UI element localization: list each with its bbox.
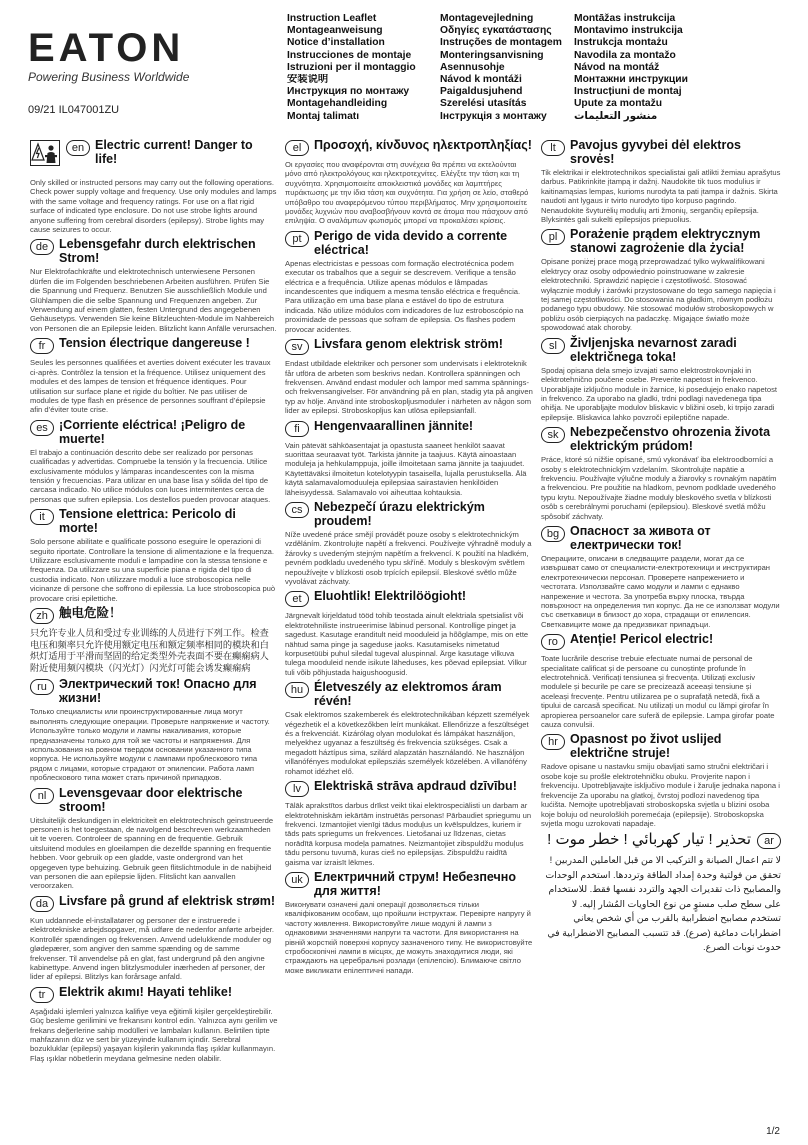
title-item: Asennusohje xyxy=(440,61,505,73)
section-body: Aşağıdaki işlemleri yalnızca kalifiye veya eğitimli kişiler gerçekleştirebilir. Güç besleme gerilimini ve frekansını kontrol edin. Yalnızca aynı gerilim ve frekans değerlerine sahip modülleri ve lambaları kullanın. Belirtilen tipte mahfazanın düz ve sert bir yüzeyinde kullanım içindir. Serebral bozukluklar (epilepsi) yaşayan kişilerin yakınında flaş ışıklar kullanmayın. Flaş ışıklar nöbetlerin meydana gelmesine neden olabilir. xyxy=(30,1006,278,1063)
title-item: Instruções de montagem xyxy=(440,37,562,49)
language-section-hu xyxy=(285,680,533,776)
section-heading: Livsfara genom elektrisk ström! xyxy=(314,337,503,352)
section-header xyxy=(285,500,533,528)
section-body: Csak elektromos szakemberek és elektrotechnikában képzett személyek végezhetik el a következőkben leírt munkákat. Ellenőrizze a feszültséget és a frekvenciát. Kizárólag olyan modulokat és lámpákat használjon, melyekhez ugyanaz a feszültség és frekvencia szükséges. Csak a megadott háztípus sima, szilárd alapzatán használandó. Ne használjon villanófényes modulokat epilepsziás személyek közelében. A villanófény rohamot idézhet elő. xyxy=(285,710,530,776)
title-item: 安装说明 xyxy=(287,74,329,86)
title-item: Инструкция по монтажу xyxy=(287,86,410,98)
language-code-badge: fr xyxy=(30,338,54,354)
title-item: Upute za montažu xyxy=(574,98,663,110)
section-header xyxy=(285,138,533,158)
section-header xyxy=(30,138,278,176)
section-header xyxy=(285,229,533,257)
document-number: 09/21 IL047001ZU xyxy=(28,104,120,116)
section-heading: Nebezpečí úrazu elektrickým proudem! xyxy=(314,499,485,528)
title-item: Instrucțiuni de montaj xyxy=(574,86,682,98)
language-code-badge: cs xyxy=(285,502,309,518)
section-heading: Életveszély az elektromos áram révén! xyxy=(314,680,502,709)
language-section-sk xyxy=(541,425,781,521)
language-code-badge: et xyxy=(285,591,309,607)
title-item: Montagevejledning xyxy=(440,13,534,24)
section-header xyxy=(30,894,278,914)
language-section-tr xyxy=(30,985,278,1063)
brand-name: EATON xyxy=(28,26,185,70)
section-body: Järgnevalt kirjeldatud tööd tohib teostada ainult elektriala spetsialist või elektrotehniliste instrueerimise läbinud personal. Kontrollige pinget ja sagedust. Kasutage eranditult neid mooduleid ja hõõglampe, mis on ette nähtud sama pinge ja sageduse jaoks. Kasutamiseks nimetatud korpusetüübi puhul siledal tugeval aluspinnal. Ärge kasutage vilkuva tulega mooduleid nende isikute läheduses, kes põevad epilepsiat. Vilkur tuli võib põhjustada haigushoogusid. xyxy=(285,611,529,677)
title-list-1 xyxy=(287,13,437,123)
section-heading: Lebensgefahr durch elektrischen Strom! xyxy=(59,237,256,266)
language-section-cs xyxy=(285,500,533,586)
language-code-badge: zh xyxy=(30,608,54,624)
language-code-badge: pl xyxy=(541,229,565,245)
section-body: Виконувати означені далі операції дозволяється тільки кваліфікованим особам, що пройшли інструктаж. Перевірте напругу й частоту живлення. Використовуйте лише модулі й лампи з однаковими значеннями напруги та частоти. Для використання на рівній жорсткій поверхні корпусу зазначеного типу. Не використовуйте стробоскопічні лампи в місцях, де можуть знаходитися люди, які страждають на церебральні розлади (епілепсію). Блимаюче світло може викликати епілептичні напади. xyxy=(285,899,533,975)
language-section-ru xyxy=(30,677,278,782)
section-header xyxy=(30,507,278,535)
language-code-badge: lv xyxy=(285,781,309,797)
title-item: Montagehandleiding xyxy=(287,98,388,110)
language-code-badge: ru xyxy=(30,679,54,695)
section-body: Kun uddannede el-installatører og personer der e instruerede i elektrotekniske arbejdsopgaver, må udføre de nedenfor anførte arbejder. Kontrollér spændingen og frekvensen. Anvend udelukkende moduler og glødepærer, som angiver den samme spænding og de samme frekvenser. Til anvendelse på en glat, fast undergrund på den angivne kabinettype. Anvend ingen blitzlysmoduler inærheden af personer, der lider af epilepsi. Blitzlys kan forårsage anfald. xyxy=(30,915,274,982)
eaton-logo xyxy=(28,28,268,84)
language-section-ar xyxy=(541,831,781,955)
section-heading: Pavojus gyvybei dėl elektros srovės! xyxy=(570,138,741,166)
section-header xyxy=(541,425,781,453)
section-header xyxy=(541,831,781,851)
language-code-badge: sl xyxy=(541,338,565,354)
title-item: Szerelési utasítás xyxy=(440,98,527,110)
language-section-it xyxy=(30,507,278,603)
section-header xyxy=(285,419,533,439)
language-code-badge: da xyxy=(30,896,54,912)
language-code-badge: es xyxy=(30,420,54,436)
section-heading: Електричний струм! Небезпечно для життя! xyxy=(314,869,516,898)
section-heading: Tensione elettrica: Pericolo di morte! xyxy=(59,507,236,536)
section-heading: Προσοχή, κίνδυνος ηλεκτροπληξίας! xyxy=(314,138,532,152)
language-section-da xyxy=(30,894,278,982)
section-heading: Elektriskā strāva apdraud dzīvību! xyxy=(314,779,517,794)
language-section-el xyxy=(285,138,533,226)
language-code-badge: ar xyxy=(757,833,781,849)
section-body: Vain pätevät sähköasentajat ja opastusta saaneet henkilöt saavat suorittaa seuraavat työt. Tarkista jännite ja taajuus. Käytä ainoastaan moduleja ja hehkulamppuja, joille ilmoitetaan sama jännite ja taajuudet. Käytettäväksi ilmoitetun kotelotyypin tasaisella, lujalla perustuksella. Älä käytä salamavalomoduuleja epilepsiaa sairastavien henkilöiden läheisyydessä. Salamavalo voi aiheuttaa kohtauksia. xyxy=(285,440,527,497)
language-code-badge: el xyxy=(285,140,309,156)
section-body: Práce, ktoré sú nižšie opísané, smú vykonávať iba elektroodborníci a osoby s elektrotechnickým vzdelaním. Skontrolujte napätie a frekvenciu. Používajte výlučne moduly a žiarovky s rovnakým napätím a frekvenciou. Pre použitie na hladkom, pevnom podklade uvedeného typu krytu. Nepoužívajte žiadne moduly bleskového svetla v blízkosti osôb s cerebrálnymi poruchami (epilepsiou). Bleskové svetlá môžu spôsobiť záchvaty. xyxy=(541,455,777,521)
section-heading: Porażenie prądem elektrycznym stanowi zagrożenie dla życia! xyxy=(570,227,761,256)
language-code-badge: it xyxy=(30,509,54,525)
section-heading: Elektrik akımı! Hayati tehlike! xyxy=(59,984,232,999)
language-code-badge: lt xyxy=(541,140,565,156)
section-heading: تحذير ! تيار كهربائي ! خطر موت ! xyxy=(547,831,751,849)
section-body: Endast utbildade elektriker och personer som undervisats i elektroteknik får utföra de arbeten som beskrivs nedan. Kontrollera spänningen och frekvensen. Använd endast moduler och lampor med samma spännings- och frekvensangivelser. För användning på en plan, stadig yta på angiven typ av hölje. Använd inte stroboskopljusmoduler i närheten av någon som lider av epilepsi. Stroboskopljus kan utlösa epilepsianfall. xyxy=(285,359,533,416)
title-item: منشور التعليمات xyxy=(574,110,658,122)
title-item: Οδηγίες εγκατάστασης xyxy=(440,25,552,37)
title-item: Instrukcja montażu xyxy=(574,37,668,49)
section-body: Toate lucrările descrise trebuie efectuate numai de personal de specialitate calificat și de persoane cu cunoștințe profunde în electrotehnică. Verificați tensiunea și frecvența. Utilizați exclusiv modulele și becurile pe care se precizează aceeași tensiune și aceleași frecvențe. Pentru utilizarea pe o suprafață netedă, fixă a tipului de carcasă specificat. Nu utilizați un modul cu lămpi girofar în apropierea persoanelor care suferă de epilepsie. Lampa girofar poate cauza convulsii. xyxy=(541,654,775,730)
language-section-hr xyxy=(541,732,781,828)
column-right xyxy=(541,138,781,1128)
language-section-sv xyxy=(285,337,533,415)
section-heading: Hengenvaarallinen jännite! xyxy=(314,418,474,433)
title-item: Monteringsanvisning xyxy=(440,49,544,61)
title-item: Notice d’installation xyxy=(287,37,385,49)
section-header xyxy=(541,732,781,760)
section-header xyxy=(285,337,533,357)
section-header xyxy=(541,138,781,166)
title-item: Montaj talimatı xyxy=(287,110,360,122)
section-header xyxy=(30,237,278,265)
electrical-hazard-warning-icon xyxy=(30,140,60,166)
title-item: Instruction Leaflet xyxy=(287,13,377,24)
language-code-badge: tr xyxy=(30,987,54,1003)
title-item: Монтажни инструкции xyxy=(574,74,688,86)
language-code-badge: fi xyxy=(285,421,309,437)
language-section-fr xyxy=(30,336,278,414)
title-item: Návod na montáž xyxy=(574,61,660,73)
section-heading: Electric current! Danger to life! xyxy=(95,138,253,166)
language-code-badge: hr xyxy=(541,734,565,750)
section-body: El trabajo a continuación descrito debe ser realizado por personas cualificadas y advertidas. Compruebe la tensión y la frecuencia. Utilice exclusivamente módulos y lámparas incandescentes con la misma tensión y frecuencias. Para utilizar en una base lisa y sólida del tipo de carcasa indicado. No utilice módulos con luces intermitentes cerca de personas que sufren epilepsia. Los destellos pueden provocar ataques. xyxy=(30,447,271,504)
section-header xyxy=(285,680,533,708)
section-heading: Nebezpečenstvo ohrozenia života elektrickým prúdom! xyxy=(570,425,771,454)
language-code-badge: sv xyxy=(285,339,309,355)
section-header xyxy=(541,632,781,652)
language-section-et xyxy=(285,589,533,677)
section-body: Οι εργασίες που αναφέρονται στη συνέχεια θα πρέπει να εκτελούνται μόνο από ηλεκτρολόγους και ηλεκτροτεχνίτες. Ελέγξτε την τάση και τη συχνότητα. Χρησιμοποιείτε αποκλειστικά μονάδες και λαμπτήρες πυράκτωσης με την ίδια τάση και συχνότητα. Για χρήση σε λείο, σταθερό υπόβαθρο του αναφερόμενου τύπου περιβλήματος. Μην χρησιμοποιείτε μονάδες λυχνιών που αναβοσβήνουν κοντά σε άτομα που πάσχουν από επιληψία. Ο αναλάμπων φωτισμός μπορεί να προκαλέσει κρίσεις. xyxy=(285,160,529,226)
language-section-fi xyxy=(285,419,533,497)
language-section-pt xyxy=(285,229,533,334)
language-section-bg xyxy=(541,524,781,629)
section-heading: Опасност за живота от електрически ток! xyxy=(570,523,711,552)
language-code-badge: bg xyxy=(541,526,565,542)
section-header xyxy=(30,606,278,626)
language-code-badge: de xyxy=(30,239,54,255)
language-code-badge: ro xyxy=(541,634,565,650)
title-item: Paigaldusjuhend xyxy=(440,86,523,98)
title-item: Montageanweisung xyxy=(287,25,383,37)
section-body: Tālāk aprakstītos darbus drīkst veikt tikai elektrospeciālisti un darbam ar elektrotehniskām iekārtām instruētās personas! Pārbaudiet spriegumu un frekvenci. Izmantojiet vienīgi tādus moduļus un kvēlspuldzes, kuriem ir tāds pats spriegums un frekvences. Lietošanai uz līdzenas, cietas norādītā korpusa modeļa pamatnes. Neizmantojiet zibspuldžu moduļus tādu personu tuvumā, kuras cieš no epilepsijas. Zibspuldžu raidītā gaisma var izraisīt lēkmes. xyxy=(285,801,532,867)
title-list-2 xyxy=(440,13,570,123)
language-section-es xyxy=(30,418,278,504)
section-body: لا تتم اعمال الصيانة و التركيب الا من قبل العاملين المدربين ! تحقق من فولتية وحدة إمداد الطاقة وترددها. استخدم الوحدات والمصابيح ذات تقديرات الجهد والتردد نفسها فقط. للاستخدام على سطح صلب مستوٍ من نوع الحاويات المُشار إليه. لا تستخدم مصابيح اضطرابية بالقرب من أي شخص يعاني اضطرابات دماغية (صرع). قد تتسبب المصابيح الاضطرابية في حدوث نوبات الصرع. xyxy=(545,854,781,953)
title-item: Інструкція з монтажу xyxy=(440,110,547,122)
title-item: Montāžas instrukcija xyxy=(574,13,676,24)
section-heading: Življenjska nevarnost zaradi električnega toka! xyxy=(570,335,737,364)
section-header xyxy=(285,779,533,799)
section-heading: Eluohtlik! Elektrilöögioht! xyxy=(314,589,467,604)
section-body: Radove opisane u nastavku smiju obavljati samo stručni električari i osobe koje su prošle elektrotehničku obuku. Provjerite napon i frekvenciju. Upotrebljavajte isključivo module i žarulje jednaka napona i frekvencije Za uporabu na glatkoj, čvrstoj podlozi navedenog tipa kućišta. Nemojte upotrebljavati stroboskopska svjetla u blizini osoba koje boluju od neuroloških poremećaja (epilepsije). Stroboskopska svjetla mogu uzrokovati napadaje. xyxy=(541,762,780,828)
title-item: Istruzioni per il montaggio xyxy=(287,61,416,73)
language-section-lv xyxy=(285,779,533,867)
section-heading: ¡Corriente eléctrica! ¡Peligro de muerte! xyxy=(59,417,246,446)
language-section-de xyxy=(30,237,278,333)
section-heading: Livsfare på grund af elektrisk strøm! xyxy=(59,893,276,908)
section-body: Níže uvedené práce smějí provádět pouze osoby s elektrotechnickým vzděláním. Zkontrolujte napětí a frekvenci. Používejte výhradně moduly a žárovky s uvedeným stejným napětím a frekvencí. K použití na hladkém, pevném podkladu uvedeného typu skříně. Moduly s bleskovým světlem nepoužívejte v blízkosti osob trpících epilepsií. Bleskové světlo může vyvolávat záchvaty. xyxy=(285,529,532,586)
section-body: 只允许专业人员和受过专业训练的人员进行下列工作。检查电压和频率只允许使用额定电压和额定频率相同的模块和白炽灯适用于平滑而坚固的给定类型外壳表面不要在癫痫病人附近使用频闪模块（闪光灯）闪光灯可能会诱发癫痫病 xyxy=(30,628,269,673)
language-code-badge: en xyxy=(66,140,90,156)
section-body: Операциите, описани в следващите раздели, могат да се извършват само от специалисти-електротехници и инструктиран електротехнически персонал. Проверете напрежението и честотата. Използвайте само модули и лампи с еднакво напрежение и честота. За употреба върху плоска, твърда повърхност на определения тип корпус. Да не се използват модули със светкавици в близост до хора, страдащи от епилепсия. Светкавиците може да предизвикат припадъци. xyxy=(541,553,780,629)
section-header xyxy=(285,870,533,898)
section-heading: Atenție! Pericol electric! xyxy=(570,632,714,647)
title-list-3 xyxy=(574,13,794,123)
column-left xyxy=(30,138,278,1128)
language-code-badge: pt xyxy=(285,231,309,247)
section-body: Spodaj opisana dela smejo izvajati samo elektrostrokovnjaki in elektrotehnično poučene osebe. Preverite napetost in frekvenco. Uporabljajte izključno module in žarnice, ki posedujejo enako napetost in frekvenco. Za uporabo na gladki, trdni podlagi navedenega tipa ohišja. Ne uporabljajte modulov bliskavic v bližini oseb, ki trpijo zaradi epilepsije. Bliskavica lahko povzroči epileptične napade. xyxy=(541,365,777,422)
column-middle xyxy=(285,138,533,1128)
section-header xyxy=(30,677,278,705)
section-body: Только специалисты или проинструктированные лица могут выполнять следующие операции. Проверьте напряжение и частоту. Используйте только модули и лампы накаливания, которые предназначены только для той же частоты и напряжения. Для использования на ровном твердом основании указанного типа корпуса. Не используйте модули с лампами проблескового типа рядом с лицами, которые страдают от эпилепсии. Работа ламп проблескового типа может стать причиной припадков. xyxy=(30,707,270,783)
section-heading: Tension électrique dangereuse ! xyxy=(59,336,250,351)
title-item: Navodila za montažo xyxy=(574,49,676,61)
title-item: Návod k montáži xyxy=(440,74,522,86)
language-section-ro xyxy=(541,632,781,729)
language-section-uk xyxy=(285,870,533,975)
section-body: Apenas electricistas e pessoas com formação electrotécnica podem executar os trabalhos que a seguir se descrevem. Verifique a tensão eléctrica e a frequência. Utilize apenas módulos e lâmpadas incandescentes que indiquem a mesma tensão eléctrica e frequência. Para utilização em uma base plana e estável do tipo de estrutura indicada. Não utilize módulos com indicadores de luz estroboscópio na proximidade de pessoas que sofram de epilepsia. Os flashes podem provocar acidentes. xyxy=(285,258,524,334)
section-header xyxy=(285,589,533,609)
language-section-en xyxy=(30,138,278,234)
section-body: Solo persone abilitate e qualificate possono eseguire le operazioni di seguito riportate. Controllare la tensione di alimentazione e la frequenza. Utilizzare esclusivamente moduli e lampadine con la stessa tensione e frequenza. Da utilizzare su una superficie piana e rigida del tipo di custodia indicato. Non utilizzare moduli a luce stroboscopica nelle vicinanze di persone che soffrono di epilessia. La luce stroboscopica può provocare crisi epilettiche. xyxy=(30,537,276,603)
section-heading: Электрический ток! Опасно для жизни! xyxy=(59,677,257,706)
language-section-sl xyxy=(541,336,781,422)
section-header xyxy=(30,985,278,1005)
section-header xyxy=(30,786,278,814)
language-section-lt xyxy=(541,138,781,224)
section-body: Seules les personnes qualifiées et averties doivent exécuter les travaux ci-après. Contrôlez la tension et la fréquence. Utilisez uniquement des modules et des lampes de tension et fréquence identiques. Pour utilisation sur surface plane et rigide du boîtier. Ne pas utiliser de modules de type flash en présence de personnes souffrant d’épilepsie afin d’éviter toute crise. xyxy=(30,358,271,415)
section-heading: 触电危险！ xyxy=(59,606,122,620)
section-header xyxy=(541,227,781,255)
language-section-nl xyxy=(30,786,278,891)
brand-tagline: Powering Business Worldwide xyxy=(28,70,190,84)
section-header xyxy=(30,418,278,446)
page-number: 1/2 xyxy=(766,1126,780,1137)
language-code-badge: sk xyxy=(541,427,565,443)
language-code-badge: nl xyxy=(30,788,54,804)
section-body: Nur Elektrofachkräfte und elektrotechnisch unterwiesene Personen dürfen die im Folgenden beschriebenen Arbeiten ausführen. Prüfen Sie die Spannung und Frequenz. Benutzen Sie ausschließlich Module und Glühlampen die die selbe Spannung und Frequenzen angeben. Zur Verwendung auf einem glatten, festen Untergrund des angegebenen Gehäusetyps. Verwenden Sie keine Blitzleuchten-Module im Nahbereich von Personen die an Epilepsie leiden. Blitzlicht kann Anfälle verursachen. xyxy=(30,267,277,333)
section-heading: Opasnost po život uslijed električne struje! xyxy=(570,732,722,761)
title-item: Instrucciones de montaje xyxy=(287,49,412,61)
language-code-badge: hu xyxy=(285,682,309,698)
title-item: Montavimo instrukcija xyxy=(574,25,683,37)
section-body: Uitsluitelijk deskundigen in elektriciteit en elektrotechnisch geinstrueerde personen is het toegestaan, de navolgend beschreven werkzaamheden uit te voeren. Controleer de spanning en de frequentie. Gebruik uitsluitend modules en gloeilampen die dezelfde spanning en frequentie hebben. Voor gebruik op een gladde, vaste ondergrond van het opgegeven type behuizing. Gebruik geen flitslichtmodule in de nabijheid van personen die aan epilepsie lijden. Flitslicht kan aanvallen veroorzaken. xyxy=(30,815,274,891)
language-section-zh xyxy=(30,606,278,674)
section-heading: Perigo de vida devido a corrente eléctrica! xyxy=(314,228,508,257)
section-heading: Levensgevaar door elektrische stroom! xyxy=(59,785,243,814)
language-section-pl xyxy=(541,227,781,332)
section-header xyxy=(541,336,781,364)
section-body: Tik elektrikai ir elektrotechnikos specialistai gali atlikti žemiau aprašytus darbus. Patikrinkite įtampą ir dažnį. Naudokite tik tuos modulius ir kaitinamąsias lempas, kurioms nurodyta ta pati įtampa ir dažnis. Skirta naudoti ant lygaus ir tvirto nurodyto tipo korpuso pagrindo. Nenaudokite švyturėlių modulių arti žmonių, sergančių epilepsija. Blyksintės gali sukelti epilepsijos priepuolius. xyxy=(541,168,781,225)
section-header xyxy=(541,524,781,552)
section-body: Only skilled or instructed persons may carry out the following operations. Check power supply voltage and frequency. Use only modules and lamps with the same voltage and frequency ratings. For use on a flat rigid surface of indicated type enclosure. Do not use strobe lights around anyone suffering from cerebral disorders (epilepsy). Strobe lights may cause seizures to occur. xyxy=(30,178,277,235)
section-header xyxy=(30,336,278,356)
section-body: Opisane poniżej prace mogą przeprowadzać tylko wykwalifikowani elektrycy oraz osoby odpowiednio poinstruowane w zakresie elektrotechniki. Sprawdzić napięcie i częstotliwość. Stosować wyłącznie moduły i żarówki przystosowane do tego samego napięcia i tej samej częstotliwości. Do stosowania na gładkim, równym podłożu podanego typu obudowy. Nie stosować modułów stroboskopowych w pobliżu osób cierpiących na padaczkę. Migające światło może spowodować atak choroby. xyxy=(541,257,776,333)
language-code-badge: uk xyxy=(285,872,309,888)
